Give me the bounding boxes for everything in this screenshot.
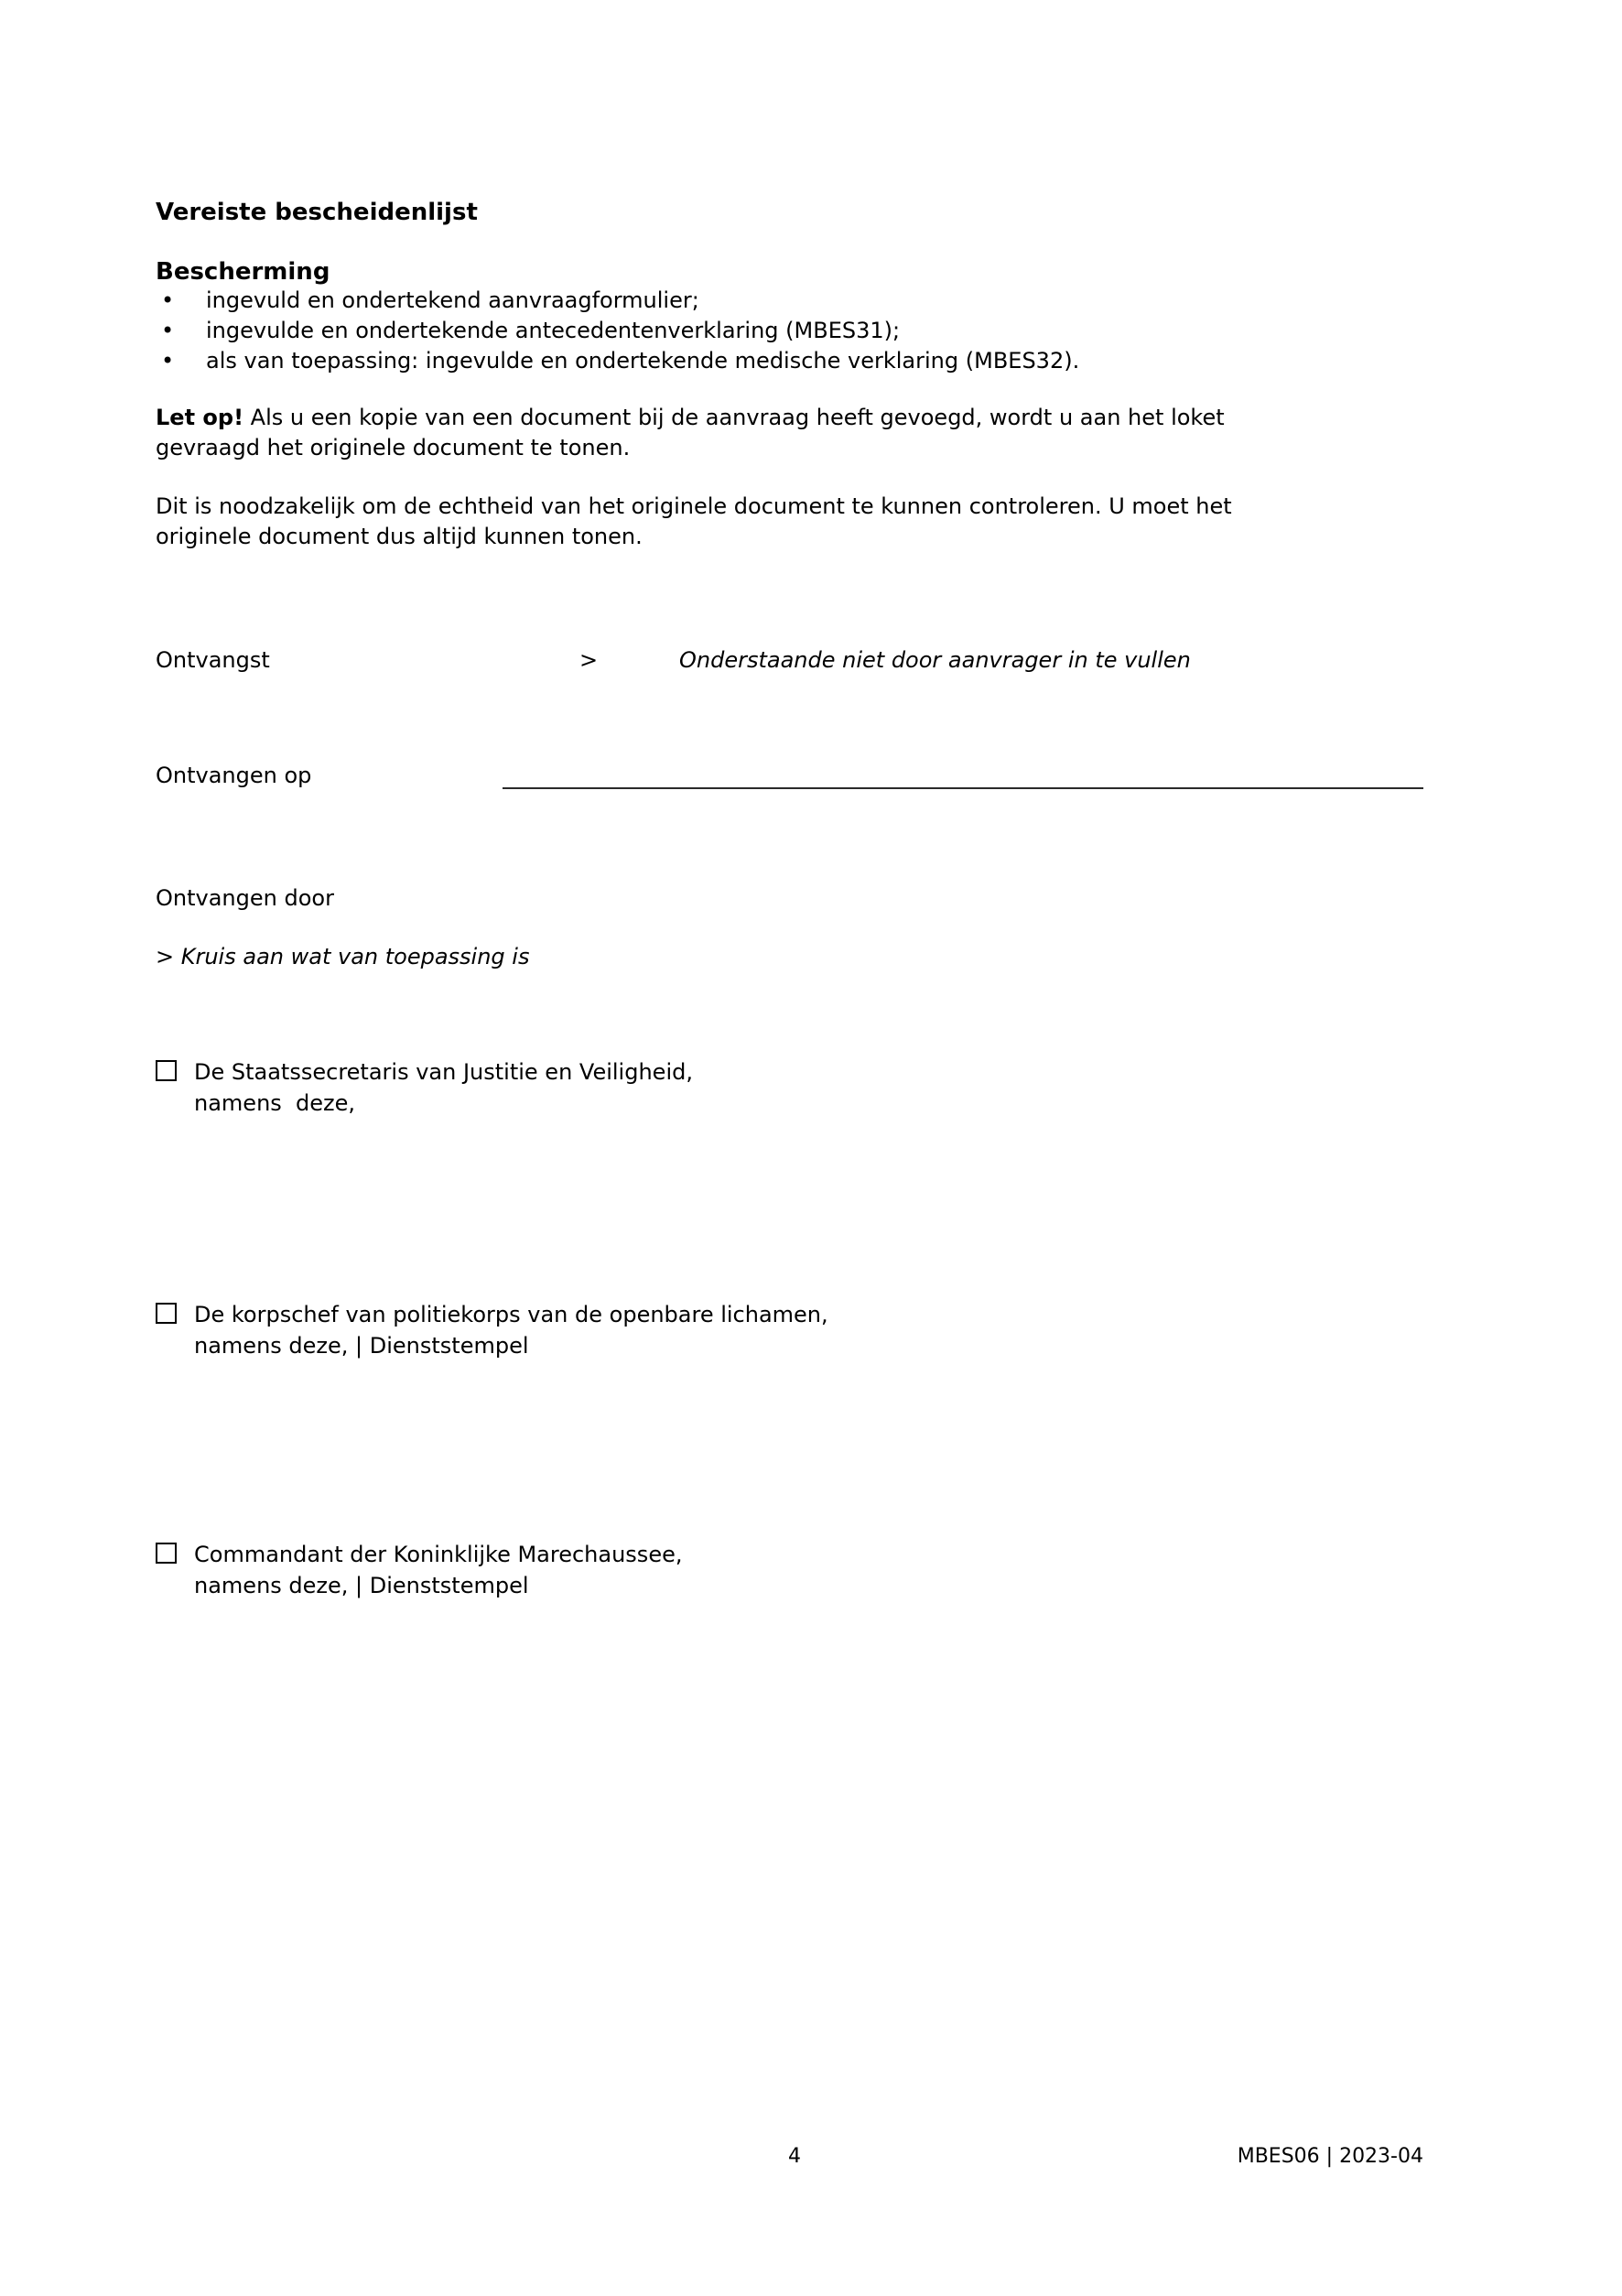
required-documents-list: [156, 286, 1455, 376]
receipt-row: [0, 645, 1622, 676]
bullet-icon: •: [161, 348, 175, 374]
received-by-label: Ontvangen door: [156, 885, 334, 911]
note-paragraph: [156, 403, 1455, 463]
received-on-label: Ontvangen op: [156, 763, 312, 788]
option-korpschef: [156, 1299, 1346, 1361]
option-line-2: namens deze, | Dienststempel: [194, 1573, 529, 1598]
option-line-2: namens deze,: [194, 1090, 356, 1116]
option-line-2: namens deze, | Dienststempel: [194, 1333, 529, 1359]
bullet-icon: •: [161, 318, 175, 343]
paragraph-line-2: originele document dus altijd kunnen tonen.: [156, 524, 643, 549]
checkbox-korpschef[interactable]: [156, 1303, 177, 1324]
page-title: Vereiste bescheidenlijst: [156, 199, 478, 226]
list-item: [156, 346, 1455, 376]
bullet-icon: •: [161, 287, 175, 313]
note-label: Let op!: [156, 405, 244, 430]
option-staatssecretaris: [156, 1056, 1346, 1119]
check-applicable-instruction: > Kruis aan wat van toepassing is: [156, 944, 530, 969]
staff-only-note: Onderstaande niet door aanvrager in te vullen: [679, 647, 1191, 673]
note-line-2: gevraagd het originele document te tonen.: [156, 435, 631, 460]
footer-document-code: MBES06 | 2023-04: [1237, 2145, 1423, 2168]
note-line-1: [156, 403, 1455, 433]
option-commandant: [156, 1539, 1346, 1601]
list-item-text: ingevulde en ondertekende antecedentenverklaring (MBES31);: [206, 318, 901, 343]
paragraph-line-1: Dit is noodzakelijk om de echtheid van het originele document te kunnen controleren. U moet het: [156, 493, 1232, 519]
body-paragraph: [156, 492, 1455, 552]
checkbox-commandant[interactable]: [156, 1543, 177, 1564]
receipt-label: Ontvangst: [156, 647, 270, 673]
list-item-text: als van toepassing: ingevulde en ondertekende medische verklaring (MBES32).: [206, 348, 1080, 374]
section-heading-bescherming: Bescherming: [156, 258, 330, 286]
list-item: [156, 316, 1455, 346]
footer-page-number: 4: [788, 2145, 801, 2168]
checkbox-staatssecretaris[interactable]: [156, 1060, 177, 1081]
option-line-1: Commandant der Koninklijke Marechaussee,: [194, 1542, 683, 1567]
option-line-1: De korpschef van politiekorps van de openbare lichamen,: [194, 1302, 828, 1327]
arrow-right-icon: >: [579, 647, 599, 673]
option-line-1: De Staatssecretaris van Justitie en Veiligheid,: [194, 1059, 693, 1085]
list-item: [156, 286, 1455, 316]
note-line-1-text: Als u een kopie van een document bij de aanvraag heeft gevoegd, wordt u aan het loket: [243, 405, 1225, 430]
received-on-field-line[interactable]: [503, 763, 1423, 789]
list-item-text: ingevuld en ondertekend aanvraagformulier;: [206, 287, 699, 313]
